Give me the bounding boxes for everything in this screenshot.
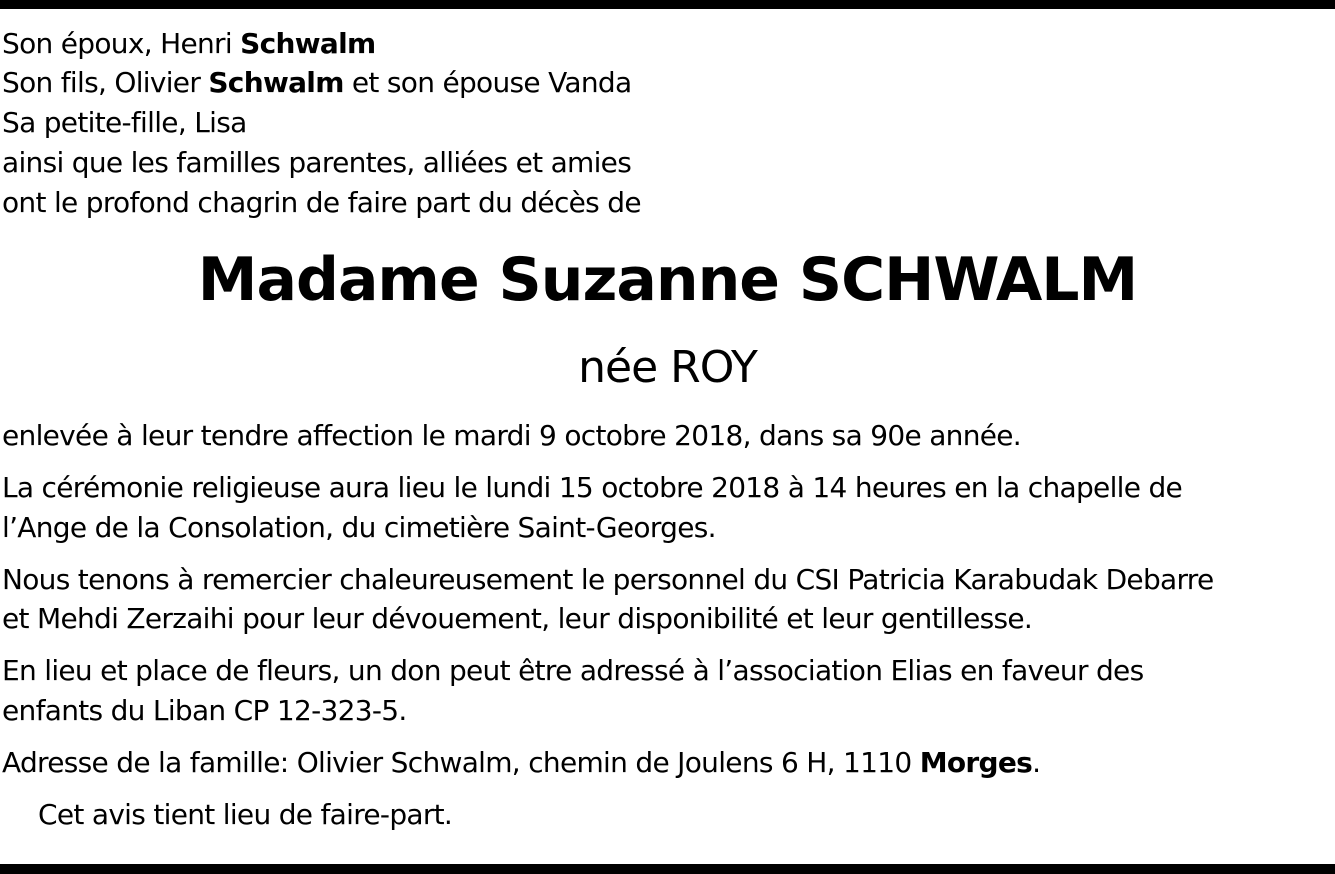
intro-line-announcement: ont le profond chagrin de faire part du décès de [2,186,641,219]
donation-line-1: En lieu et place de fleurs, un don peut être adressé à l’association Elias en faveur des [2,654,1144,687]
bottom-rule [0,864,1335,874]
maiden-name: née ROY [578,342,757,393]
family-address: Adresse de la famille: Olivier Schwalm, chemin de Joulens 6 H, 1110 Morges. [2,746,1041,779]
closing-note: Cet avis tient lieu de faire-part. [38,798,453,831]
top-rule [0,0,1335,9]
deceased-name: Madame Suzanne SCHWALM [197,245,1138,315]
death-notice: enlevée à leur tendre affection le mardi 9 octobre 2018, dans sa 90e année. [2,419,1021,452]
ceremony-line-2: l’Ange de la Consolation, du cimetière Saint-Georges. [2,511,716,544]
intro-line-granddaughter: Sa petite-fille, Lisa [2,106,247,139]
intro-line-families: ainsi que les familles parentes, alliées et amies [2,146,632,179]
thanks-line-2: et Mehdi Zerzaihi pour leur dévouement, leur disponibilité et leur gentillesse. [2,602,1033,635]
ceremony-line-1: La cérémonie religieuse aura lieu le lundi 15 octobre 2018 à 14 heures en la chapelle de [2,471,1183,504]
donation-line-2: enfants du Liban CP 12-323-5. [2,694,407,727]
intro-line-son: Son fils, Olivier Schwalm et son épouse Vanda [2,66,632,99]
thanks-line-1: Nous tenons à remercier chaleureusement le personnel du CSI Patricia Karabudak Debarre [2,563,1214,596]
intro-line-husband: Son époux, Henri Schwalm [2,27,376,60]
